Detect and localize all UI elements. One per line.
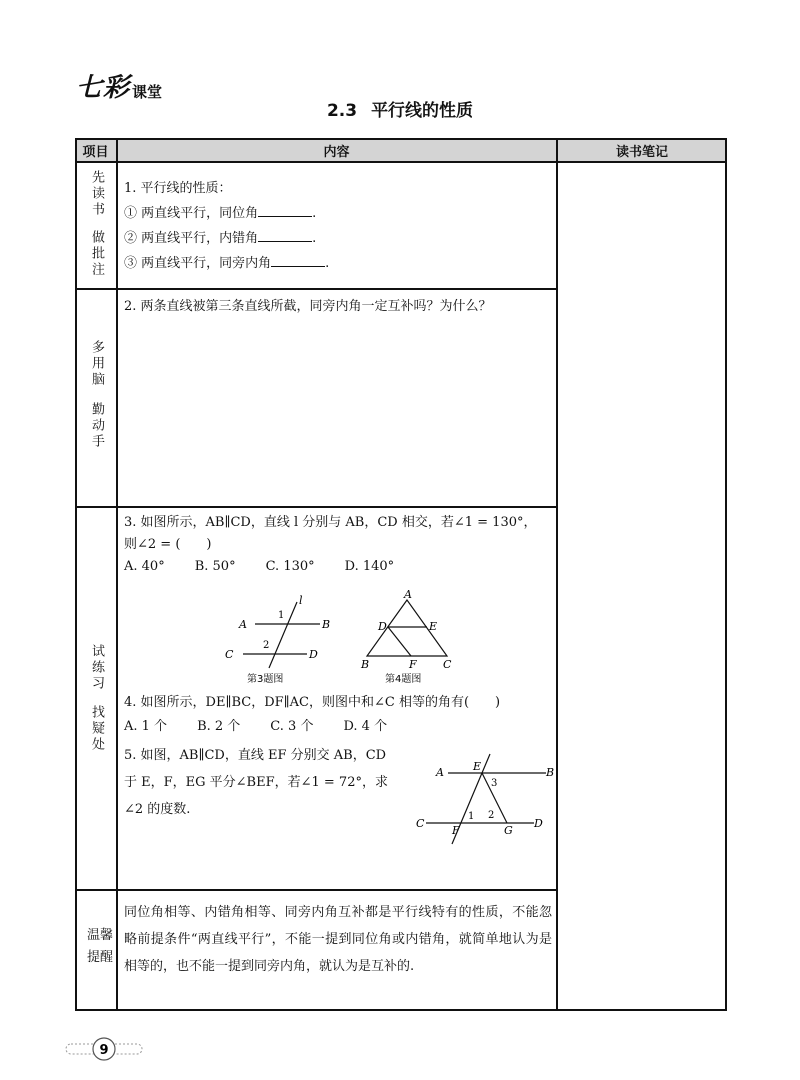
point-label: A (404, 588, 412, 601)
label-annotate: 做批注 (89, 230, 104, 278)
segment-df (388, 627, 411, 656)
q1-item: ③ 两直线平行，同旁内角 . (124, 251, 544, 276)
option: A. 40° (124, 559, 165, 574)
point-label: E (473, 760, 482, 773)
tips-text: 同位角相等、内错角相等、同旁内角互补都是平行线特有的性质，不能忽略前提条件“两直线平行”，不能一提到同位角或内错角，就简单地认为是相等的，也不能一提到同旁内角，就认为是互补的. (124, 905, 552, 974)
line-label: l (299, 594, 303, 607)
q3-line: 则∠2 = ( ) (124, 537, 212, 552)
figure-5 (410, 752, 555, 852)
label-try: 试练习 (89, 644, 104, 692)
point-label: F (409, 658, 417, 671)
option: B. 50° (194, 559, 236, 574)
angle-label: 1 (468, 811, 475, 822)
point-label: B (322, 618, 331, 631)
point-label: B (546, 766, 555, 779)
figure-caption: 第4题图 (385, 674, 422, 685)
point-label: E (429, 620, 438, 633)
page-number: 9 (99, 1043, 109, 1058)
q1-item: ② 两直线平行，内错角 . (124, 226, 544, 251)
question-1 (124, 176, 544, 276)
q5-line: 5. 如图，AB∥CD，直线 EF 分别交 AB，CD (124, 748, 387, 763)
label-tips: 温馨提醒 (87, 928, 114, 965)
question-5 (124, 742, 424, 823)
point-label: G (504, 824, 513, 837)
header-notes: 读书笔记 (615, 145, 668, 160)
row-divider (75, 506, 557, 508)
column-divider (116, 138, 118, 1011)
q3-options (124, 556, 552, 578)
q4-line: 4. 如图所示，DE∥BC，DF∥AC，则图中和∠C 相等的角有( ) (124, 695, 501, 710)
angle-label: 1 (278, 610, 285, 621)
angle-label: 2 (263, 640, 270, 651)
angle-label: 2 (488, 810, 495, 821)
question-2: 2. 两条直线被第三条直线所截，同旁内角一定互补吗？为什么？ (124, 299, 492, 314)
label-think: 多用脑 (89, 340, 104, 388)
label-practice-hands: 勤动手 (89, 402, 104, 450)
point-label: C (416, 817, 425, 830)
brand-script: 七彩 (76, 73, 131, 103)
q1-intro: 1. 平行线的性质： (124, 181, 232, 196)
figure-3 (225, 590, 335, 686)
option: B. 2 个 (197, 719, 241, 734)
option: D. 4 个 (343, 719, 388, 734)
q4-options (124, 716, 552, 738)
row-divider (75, 288, 557, 290)
point-label: D (534, 817, 543, 830)
option: A. 1 个 (124, 719, 168, 734)
section-title: 平行线的性质 (371, 101, 474, 121)
question-3 (124, 512, 552, 578)
answer-blank[interactable] (258, 227, 312, 242)
row-divider (75, 161, 727, 163)
q5-line: 于 E，F，EG 平分∠BEF，若∠1 = 72°，求 (124, 775, 388, 790)
answer-blank[interactable] (271, 252, 325, 267)
option: C. 3 个 (270, 719, 314, 734)
answer-blank[interactable] (258, 202, 312, 217)
angle-label: 3 (491, 778, 498, 789)
q1-item: ① 两直线平行，同位角 . (124, 201, 544, 226)
q5-line: ∠2 的度数. (124, 802, 191, 817)
label-read: 先读书 (89, 170, 104, 218)
point-label: A (239, 618, 247, 631)
point-label: F (452, 824, 460, 837)
header-content: 内容 (323, 145, 350, 160)
option: D. 140° (344, 559, 395, 574)
figure-caption: 第3题图 (247, 674, 284, 685)
column-divider (556, 138, 558, 1011)
section-number: 2.3 (326, 101, 358, 121)
point-label: D (378, 620, 387, 633)
point-label: C (225, 648, 234, 661)
point-label: A (436, 766, 444, 779)
page-number-badge (64, 1037, 144, 1061)
page-title (0, 96, 800, 121)
point-label: C (443, 658, 452, 671)
point-label: B (361, 658, 370, 671)
label-find-doubts: 找疑处 (89, 705, 104, 753)
brand-tail: 课堂 (132, 83, 163, 101)
header-item: 项目 (82, 145, 109, 160)
option: C. 130° (265, 559, 315, 574)
question-4 (124, 692, 552, 738)
row-divider (75, 889, 557, 891)
q3-line: 3. 如图所示，AB∥CD，直线 l 分别与 AB，CD 相交，若∠1 = 130°， (124, 515, 537, 530)
point-label: D (309, 648, 318, 661)
figure-4 (355, 588, 455, 686)
